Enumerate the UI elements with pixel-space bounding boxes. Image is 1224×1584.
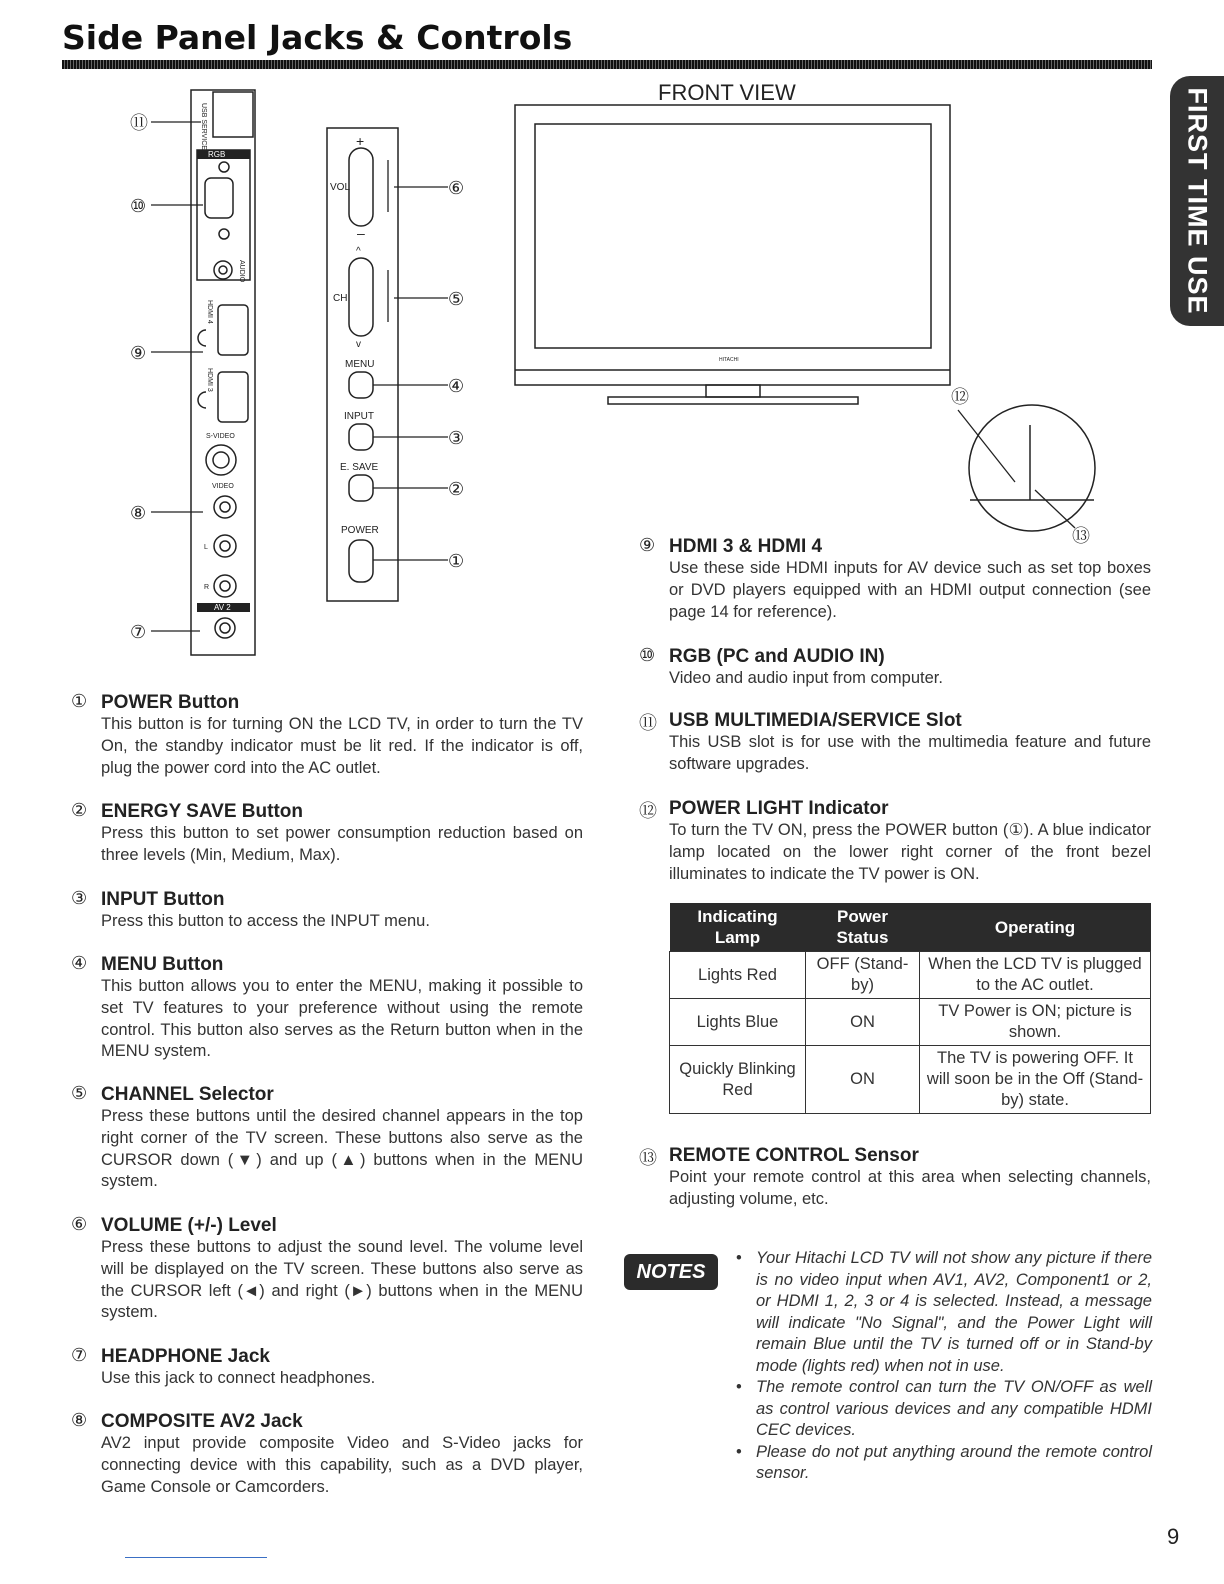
item-title: POWER Button [101,692,240,713]
hdmi4-label: HDMI 4 [206,300,213,324]
item-title: MENU Button [101,954,224,975]
av2-label: AV 2 [214,603,231,612]
audio-r-jack [214,575,236,597]
table-cell: Lights Blue [670,999,806,1046]
callout-13: ⑬ [1072,526,1090,547]
table-cell: OFF (Stand-by) [806,952,920,999]
esave-label: E. SAVE [340,462,379,473]
item-number: ⑨ [639,535,656,555]
callout-3: ③ [448,428,465,449]
table-cell: ON [806,1046,920,1114]
item-title: INPUT Button [101,889,225,910]
callout-5: ⑤ [448,289,465,310]
item-title: REMOTE CONTROL Sensor [669,1145,919,1166]
front-view-label: FRONT VIEW [658,80,796,105]
tv-bezel [515,105,950,385]
item-number: ⑬ [639,1148,657,1168]
ch-rocker [349,258,373,336]
table-header-row [670,903,1151,952]
item-number: ⑫ [639,801,657,821]
item-number: ⑥ [71,1214,88,1234]
input-label: INPUT [344,411,374,422]
power-indicator-table [669,903,1151,1114]
item-input-button [71,888,583,933]
item-menu-button [71,953,583,1063]
table-cell: ON [806,999,920,1046]
ch-down: v [356,339,361,350]
item-text: Press this button to access the INPUT menu. [101,912,430,930]
audio-jack [214,261,232,279]
callout-1: ① [448,551,465,572]
item-text: Use this jack to connect headphones. [101,1369,376,1387]
note-item: • Please do not put anything around the remote control sensor. [736,1442,1152,1485]
hdmi4-port [218,305,248,355]
tv-screen [535,124,931,348]
item-text: Press this button to set power consumption reduction based on three levels (Min, Medium, Max). [101,824,583,864]
item-hdmi-inputs [639,535,1151,623]
item-text: Point your remote control at this area when selecting channels, adjusting volume, etc. [669,1168,1151,1208]
vol-rocker [349,148,373,226]
table-row [670,952,1151,999]
hdmi3-label: HDMI 3 [206,368,213,392]
table-cell: TV Power is ON; picture is shown. [920,999,1151,1046]
item-power-light [639,797,1151,885]
video-jack [214,496,236,518]
note-item: • The remote control can turn the TV ON/OFF as well as control various devices and any compatible HDMI CEC devices. [736,1377,1152,1442]
item-text: Use these side HDMI inputs for AV device such as set top boxes or DVD players equipped with an HDMI output connection (see page 14 for reference). [669,559,1151,621]
item-title: COMPOSITE AV2 Jack [101,1411,303,1432]
item-text: This USB slot is for use with the multimedia feature and future software upgrades. [669,733,1151,773]
callout-12: ⑫ [951,387,969,408]
item-composite-av2 [71,1410,583,1498]
headphone-jack [215,618,235,638]
input-key [349,424,373,450]
item-title: POWER LIGHT Indicator [669,798,889,819]
item-rgb-input [639,645,1151,690]
usb-label: USB SERVICE [200,103,207,150]
table-header: Indicating Lamp [670,903,806,952]
rgb-label: RGB [208,150,226,159]
item-title: VOLUME (+/-) Level [101,1215,277,1236]
item-headphone-jack [71,1345,583,1390]
note-item: • Your Hitachi LCD TV will not show any picture if there is no video input when AV1, AV2, Component1 or 2, or HDMI 1, 2, 3 or 4 is selected. Instead, a message will indicate "No Signal", and the Power Light will remain Blue until the TV is turned off or in Stand-by mode (lights red) when not in use. [736,1248,1152,1377]
audio-l-jack [214,535,236,557]
tv-brand-logo: HITACHI [719,357,739,363]
vol-minus: – [357,225,365,241]
l-label: L [204,544,208,551]
item-number: ② [71,800,88,820]
notes-badge: NOTES [624,1254,718,1290]
page-title: Side Panel Jacks & Controls [62,18,573,57]
audio-label: AUDIO [238,260,245,283]
item-title: RGB (PC and AUDIO IN) [669,646,885,667]
table-header: Power Status [806,903,920,952]
esave-key [349,475,373,501]
item-title: USB MULTIMEDIA/SERVICE Slot [669,710,962,731]
callout-6: ⑥ [448,178,465,199]
item-title: HDMI 3 & HDMI 4 [669,536,823,557]
callout-7: ⑦ [130,622,147,643]
item-number: ⑦ [71,1345,88,1365]
menu-label: MENU [345,359,375,370]
item-text: Press these buttons to adjust the sound level. The volume level will be displayed on the TV screen. These buttons also serve as the CURSOR left (◄) and right (►) buttons when in the MENU system. [101,1238,583,1322]
callout-4: ④ [448,376,465,397]
svideo-label: S-VIDEO [206,433,235,440]
usb-slot [213,92,253,137]
item-title: ENERGY SAVE Button [101,801,303,822]
item-text: Video and audio input from computer. [669,669,943,687]
vol-label: VOL [330,182,351,193]
callout-10: ⑩ [130,196,147,217]
table-row [670,999,1151,1046]
item-number: ④ [71,953,88,973]
item-number: ⑤ [71,1083,88,1103]
item-text: This button is for turning ON the LCD TV, in order to turn the TV On, the standby indicator must be lit red. If the indicator is off, plug the power cord into the AC outlet. [101,715,583,777]
item-number: ① [71,691,88,711]
callout-8: ⑧ [130,503,147,524]
footer-rule [125,1557,267,1558]
video-label: VIDEO [212,483,234,490]
callout-11: ⑪ [130,113,148,134]
item-title: CHANNEL Selector [101,1084,274,1105]
menu-key [349,372,373,398]
item-text: This button allows you to enter the MENU, making it possible to set TV features to your preference without using the remote control. This button also serves as the Return button when in the MENU system. [101,977,583,1061]
item-number: ③ [71,888,88,908]
ch-label: CH [333,293,348,304]
table-header: Operating [920,903,1151,952]
item-text: Press these buttons until the desired channel appears in the top right corner of the TV screen. These buttons also serve as the CURSOR down (▼) and up (▲) buttons when in the MENU system. [101,1107,583,1191]
table-cell: Lights Red [670,952,806,999]
item-number: ⑩ [639,645,656,665]
table-cell: When the LCD TV is plugged to the AC outlet. [920,952,1151,999]
callout-2: ② [448,479,465,500]
notes-list [736,1248,1152,1485]
item-number: ⑪ [639,713,657,733]
rgb-port [205,178,233,218]
section-tab-label: FIRST TIME USE [1182,87,1213,315]
r-label: R [204,584,210,591]
callout-9: ⑨ [130,343,147,364]
svideo-jack [206,445,236,475]
page-number: 9 [1167,1524,1180,1549]
sensor-zoom-circle [969,405,1095,531]
item-number: ⑧ [71,1410,88,1430]
power-label: POWER [341,525,379,536]
item-text: AV2 input provide composite Video and S-Video jacks for connecting device with this capability, such as a DVD player, Game Console or Camcorders. [101,1434,583,1496]
item-volume-level [71,1214,583,1324]
item-usb-slot [639,709,1151,776]
item-channel-selector [71,1083,583,1193]
table-cell: The TV is powering OFF. It will soon be in the Off (Stand-by) state. [920,1046,1151,1114]
item-power-button [71,691,583,779]
ch-up: ^ [356,246,361,257]
vol-plus: + [356,133,365,149]
item-remote-sensor [639,1144,1151,1211]
table-cell: Quickly Blinking Red [670,1046,806,1114]
item-title: HEADPHONE Jack [101,1346,270,1367]
tv-stand [608,397,858,404]
item-energy-save [71,800,583,867]
table-row [670,1046,1151,1114]
item-text: To turn the TV ON, press the POWER button (①). A blue indicator lamp located on the lower right corner of the front bezel illuminates to indicate the TV power is ON. [669,821,1151,883]
power-key [349,540,373,582]
hdmi3-port [218,372,248,422]
